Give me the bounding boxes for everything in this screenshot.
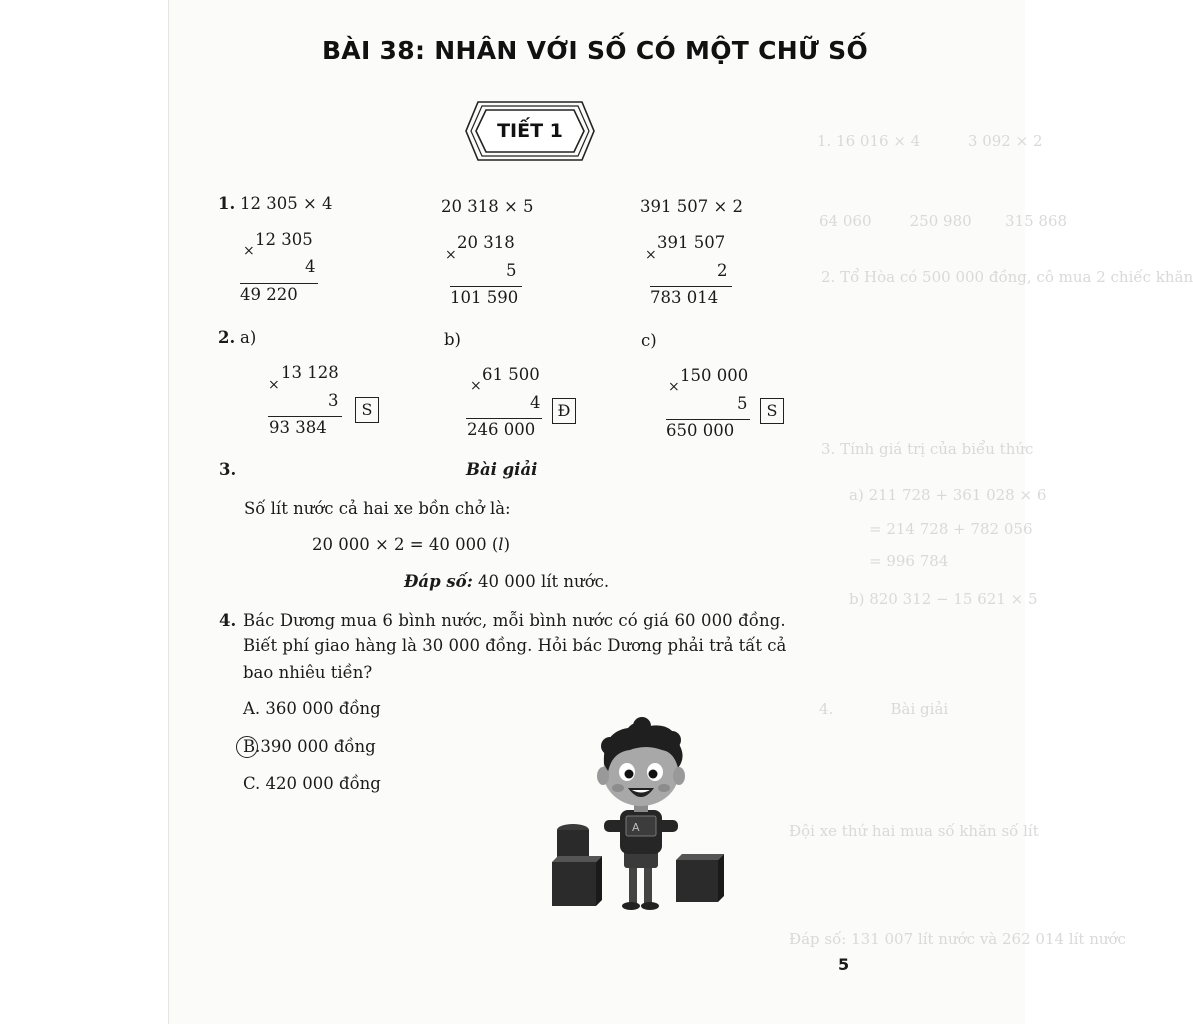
- option-text: 360 000 đồng: [265, 699, 381, 718]
- bleed-through-text: 64 060 250 980 315 868: [819, 212, 1068, 230]
- bleed-through-text: b) 820 312 − 15 621 × 5: [849, 590, 1038, 608]
- bleed-through-text: Đáp số: 131 007 lít nước và 262 014 lít nước: [789, 930, 1126, 948]
- boy-with-blocks-illustration: [546, 716, 736, 916]
- calculation-close: ): [503, 535, 510, 554]
- product-result: 650 000: [666, 421, 735, 440]
- question-4-line-1: Bác Dương mua 6 bình nước, mỗi bình nước có giá 60 000 đồng.: [243, 611, 786, 630]
- option-text: 390 000 đồng: [260, 737, 376, 756]
- solution-heading: Bài giải: [466, 460, 538, 479]
- question-2-label-a: a): [240, 328, 257, 347]
- bleed-through-text: 3. Tính giá trị của biểu thức: [821, 440, 1034, 458]
- product-rule: [240, 283, 318, 284]
- factor-top: 13 128: [281, 363, 339, 382]
- page-title: BÀI 38: NHÂN VỚI SỐ CÓ MỘT CHỮ SỐ: [321, 36, 869, 65]
- factor-bottom: 3: [328, 391, 339, 410]
- page-number: 5: [838, 955, 850, 974]
- question-4-line-3: bao nhiêu tiền?: [243, 663, 373, 682]
- option-letter: A.: [243, 699, 261, 718]
- product-result: 49 220: [240, 285, 298, 304]
- answer-value: 40 000 lít nước.: [472, 572, 610, 591]
- question-1-expr-c: 391 507 × 2: [640, 197, 744, 216]
- bleed-through-text: = 214 728 + 782 056: [869, 520, 1033, 538]
- bleed-through-text: a) 211 728 + 361 028 × 6: [849, 486, 1047, 504]
- product-result: 783 014: [650, 288, 719, 307]
- factor-bottom: 4: [530, 393, 541, 412]
- multiply-sign: ×: [268, 377, 280, 393]
- bleed-through-text: Đội xe thứ hai mua số khăn số lít: [789, 822, 1039, 840]
- solution-answer: [404, 572, 609, 591]
- factor-bottom: 2: [717, 261, 728, 280]
- lesson-badge-label: TIẾT 1: [497, 120, 563, 142]
- question-1-number: 1.: [218, 194, 236, 213]
- product-result: 101 590: [450, 288, 519, 307]
- question-3-number: 3.: [219, 460, 237, 479]
- bleed-through-text: 2. Tổ Hòa có 500 000 đồng, cô mua 2 chiếc khăn: [821, 268, 1193, 286]
- product-rule: [268, 416, 342, 417]
- bleed-through-text: = 996 784: [869, 552, 949, 570]
- question-1-expr-a: 12 305 × 4: [240, 194, 333, 213]
- factor-top: 20 318: [457, 233, 515, 252]
- question-2-label-b: b): [444, 330, 461, 349]
- solution-statement: Số lít nước cả hai xe bồn chở là:: [244, 499, 511, 518]
- question-1-expr-b: 20 318 × 5: [441, 197, 534, 216]
- option-a[interactable]: [243, 699, 381, 718]
- multiply-sign: ×: [645, 247, 657, 263]
- multiply-sign: ×: [668, 379, 680, 395]
- product-result: 246 000: [467, 420, 536, 439]
- calculation-text: 20 000 × 2 = 40 000 (: [312, 535, 499, 554]
- calculation-unit: l: [498, 535, 504, 554]
- question-2-label-c: c): [641, 331, 657, 350]
- product-rule: [466, 418, 542, 419]
- factor-bottom: 5: [737, 394, 748, 413]
- bleed-through-text: 4. Bài giải: [819, 700, 949, 718]
- factor-top: 61 500: [482, 365, 540, 384]
- multiply-sign: ×: [445, 247, 457, 263]
- answer-label: Đáp số:: [404, 572, 473, 591]
- product-rule: [666, 419, 750, 420]
- lesson-badge: [464, 100, 596, 162]
- solution-calculation: [312, 535, 510, 554]
- factor-bottom: 4: [305, 257, 316, 276]
- option-letter: C.: [243, 774, 261, 793]
- option-b[interactable]: [243, 737, 376, 756]
- multiply-sign: ×: [243, 243, 255, 259]
- factor-bottom: 5: [506, 261, 517, 280]
- factor-top: 391 507: [657, 233, 726, 252]
- question-2-number: 2.: [218, 328, 236, 347]
- option-text: 420 000 đồng: [265, 774, 381, 793]
- product-rule: [650, 286, 732, 287]
- bleed-through-text: 1. 16 016 × 4 3 092 × 2: [817, 132, 1043, 150]
- option-c[interactable]: [243, 774, 381, 793]
- svg-text:A: A: [632, 821, 640, 834]
- factor-top: 12 305: [255, 230, 313, 249]
- factor-top: 150 000: [680, 366, 749, 385]
- product-rule: [450, 286, 522, 287]
- question-4-line-2: Biết phí giao hàng là 30 000 đồng. Hỏi bác Dương phải trả tất cả: [243, 636, 787, 655]
- true-false-answer-box[interactable]: S: [760, 398, 784, 424]
- true-false-answer-box[interactable]: Đ: [552, 398, 576, 424]
- true-false-answer-box[interactable]: S: [355, 397, 379, 423]
- product-result: 93 384: [269, 418, 327, 437]
- multiply-sign: ×: [470, 378, 482, 394]
- option-letter: B.: [243, 737, 261, 756]
- question-4-number: 4.: [219, 611, 237, 630]
